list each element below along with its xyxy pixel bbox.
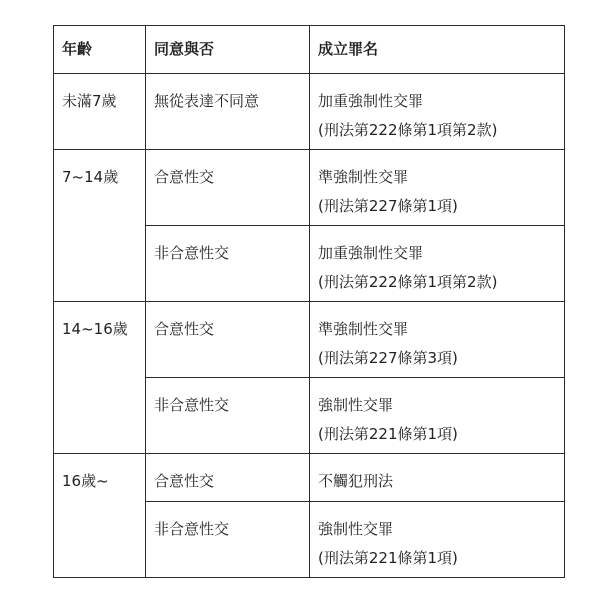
crime-article: (刑法第227條第3項) xyxy=(318,349,458,367)
crime-name: 準強制性交罪 xyxy=(318,168,409,186)
consent-cell: 合意性交 xyxy=(146,302,310,378)
table-header xyxy=(54,26,565,74)
consent-cell: 非合意性交 xyxy=(146,226,310,302)
crime-name: 強制性交罪 xyxy=(318,520,394,538)
consent-cell: 無從表達不同意 xyxy=(146,74,310,150)
table-body xyxy=(54,74,565,578)
header-crime: 成立罪名 xyxy=(310,26,565,74)
header-row xyxy=(54,26,565,74)
crime-article: (刑法第222條第1項第2款) xyxy=(318,273,498,291)
crime-cell xyxy=(310,302,565,378)
crime-article: (刑法第221條第1項) xyxy=(318,425,458,443)
table-row xyxy=(54,454,565,502)
crime-cell xyxy=(310,454,565,502)
crime-cell xyxy=(310,378,565,454)
consent-cell: 合意性交 xyxy=(146,454,310,502)
crime-name: 加重強制性交罪 xyxy=(318,244,424,262)
age-cell: 7~14歲 xyxy=(54,150,146,302)
consent-cell: 非合意性交 xyxy=(146,502,310,578)
crime-article: (刑法第221條第1項) xyxy=(318,549,458,567)
crime-name: 強制性交罪 xyxy=(318,396,394,414)
crime-cell xyxy=(310,502,565,578)
crime-name: 準強制性交罪 xyxy=(318,320,409,338)
law-table xyxy=(53,25,565,578)
consent-cell: 非合意性交 xyxy=(146,378,310,454)
crime-cell xyxy=(310,226,565,302)
age-cell: 16歲~ xyxy=(54,454,146,578)
table-row xyxy=(54,302,565,378)
crime-cell xyxy=(310,74,565,150)
crime-cell xyxy=(310,150,565,226)
header-consent: 同意與否 xyxy=(146,26,310,74)
header-age: 年齡 xyxy=(54,26,146,74)
crime-article: (刑法第227條第1項) xyxy=(318,197,458,215)
table-row xyxy=(54,74,565,150)
table-row xyxy=(54,150,565,226)
age-cell: 14~16歲 xyxy=(54,302,146,454)
crime-article: (刑法第222條第1項第2款) xyxy=(318,121,498,139)
crime-name: 不觸犯刑法 xyxy=(318,472,394,490)
consent-cell: 合意性交 xyxy=(146,150,310,226)
crime-name: 加重強制性交罪 xyxy=(318,92,424,110)
age-cell: 未滿7歲 xyxy=(54,74,146,150)
